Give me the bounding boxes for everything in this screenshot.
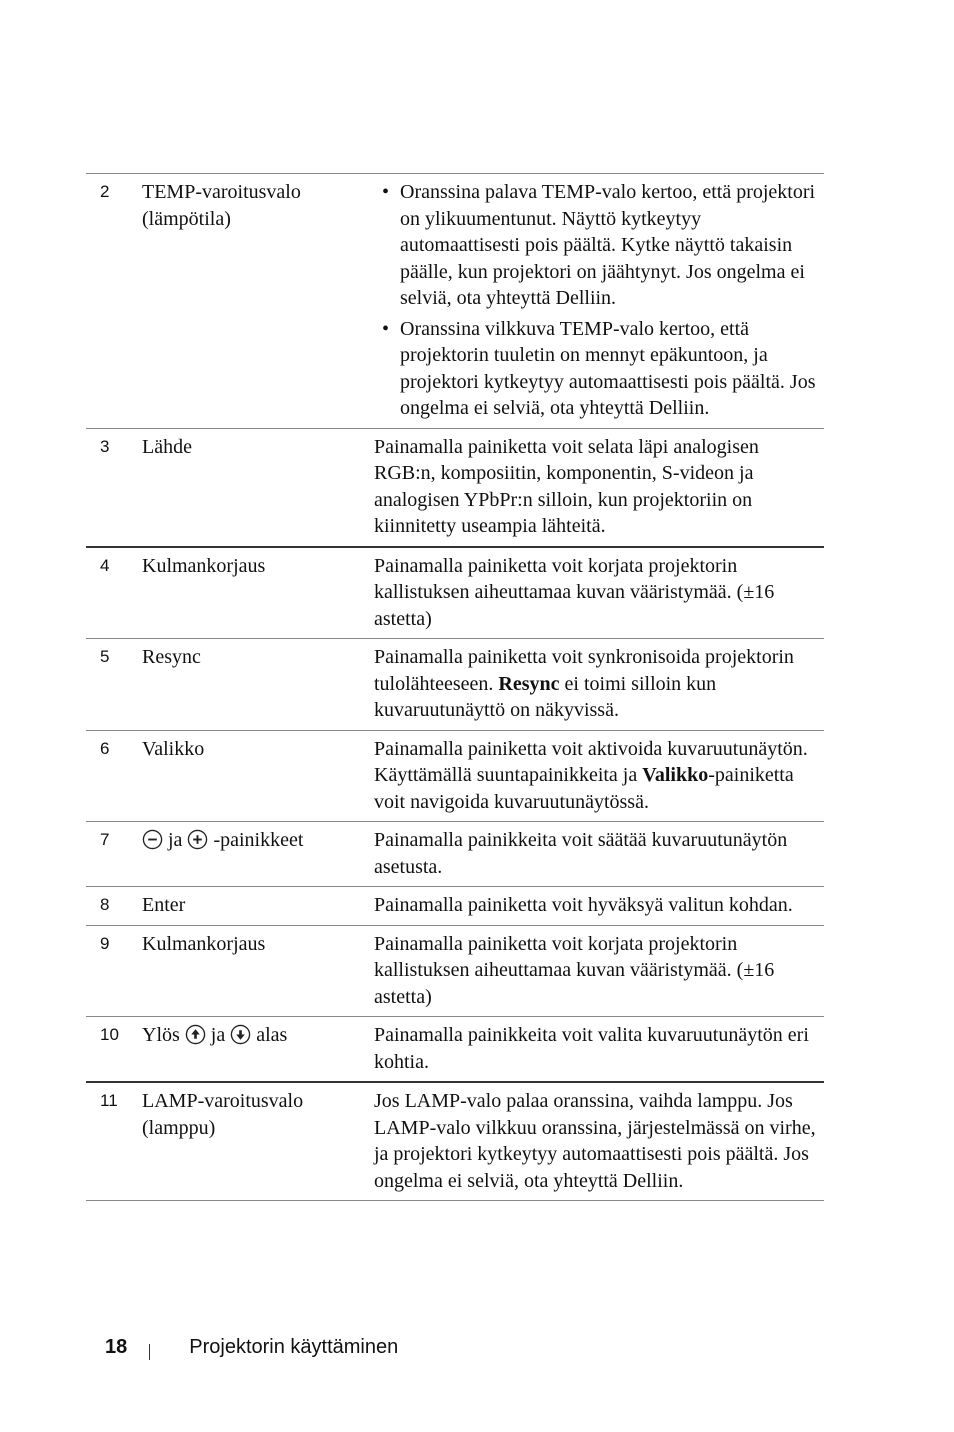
down-arrow-circle-icon <box>230 1024 251 1045</box>
table-row <box>86 1083 824 1201</box>
row-number: 6 <box>100 738 110 758</box>
table-row <box>86 429 824 548</box>
table-row <box>86 887 824 926</box>
item-name-text: ja <box>205 1024 231 1046</box>
item-name-text: Ylös <box>142 1024 185 1046</box>
bullet-item <box>374 316 820 422</box>
item-name: Kulmankorjaus <box>142 554 266 577</box>
bold-term: Valikko <box>642 764 709 786</box>
item-description <box>374 644 824 724</box>
table-row <box>86 822 824 887</box>
bullet-item <box>374 179 820 312</box>
item-name-line: (lämpötila) <box>142 207 231 230</box>
item-name <box>142 1088 374 1194</box>
item-name-line: LAMP-varoitusvalo <box>142 1090 304 1112</box>
row-number: 5 <box>100 647 110 666</box>
bullet-marker: • <box>382 181 390 203</box>
row-number: 7 <box>100 830 110 849</box>
item-name-text: ja <box>163 829 188 851</box>
bullet-marker: • <box>382 317 390 340</box>
item-name-text: -painikkeet <box>208 829 304 851</box>
row-number: 4 <box>100 555 110 575</box>
item-name-text: alas <box>251 1024 288 1046</box>
item-name: Resync <box>142 646 201 668</box>
table-row <box>86 926 824 1018</box>
item-description: Painamalla painikkeita voit valita kuvaruutunäytön eri kohtia. <box>374 1024 809 1073</box>
item-name-line: (lamppu) <box>142 1116 216 1139</box>
row-number: 10 <box>100 1025 119 1044</box>
description-text: -painiketta voit navigoida kuvaruutunäytössä. <box>374 764 794 813</box>
item-name <box>142 827 374 880</box>
description-text: Painamalla painiketta voit aktivoida kuvaruutunäytön. Käyttämällä suuntapainikkeita ja <box>374 737 808 786</box>
item-description: Painamalla painiketta voit selata läpi analogisen RGB:n, komposiitin, komponentin, S-videon ja analogisen YPbPr:n silloin, kun projektoriin on kiinnitetty useampia lähteitä. <box>374 435 759 537</box>
item-name: Valikko <box>142 737 205 760</box>
row-number: 8 <box>100 895 110 914</box>
item-name-line: TEMP-varoitusvalo <box>142 181 301 203</box>
table-row <box>86 731 824 823</box>
item-description: Painamalla painiketta voit korjata projektorin kallistuksen aiheuttamaa kuvan vääristymää. (±16 astetta) <box>374 932 775 1008</box>
item-description: Jos LAMP-valo palaa oranssina, vaihda lamppu. Jos LAMP-valo vilkkuu oranssina, järjestelmässä on virhe, ja projektori kytkeytyy automaattisesti pois päältä. Jos ongelma ei selviä, ota yhteyttä Delliin. <box>374 1090 816 1192</box>
item-description <box>374 179 824 422</box>
row-number: 9 <box>100 933 110 953</box>
item-name: Lähde <box>142 435 192 458</box>
item-name <box>142 179 374 422</box>
bullet-text: Oranssina vilkkuva TEMP-valo kertoo, että projektorin tuuletin on mennyt epäkuntoon, ja projektori kytkeytyy automaattisesti pois päältä. Jos ongelma ei selviä, ota yhteyttä Delliin. <box>400 317 816 419</box>
table-row <box>86 548 824 640</box>
row-number: 3 <box>100 436 110 456</box>
item-name <box>142 1022 374 1075</box>
page-number: 18 <box>105 1336 128 1358</box>
bullet-text: Oranssina palava TEMP-valo kertoo, että projektori on ylikuumentunut. Näyttö kytkeytyy automaattisesti pois päältä. Kytke näyttö takaisin päälle, kun projektori on jäähtynyt. Jos ongelma ei selviä, ota yhteyttä Delliin. <box>400 181 816 309</box>
row-number: 2 <box>100 182 110 201</box>
button-description-table <box>86 173 824 1201</box>
item-description <box>374 736 824 816</box>
item-description: Painamalla painikkeita voit säätää kuvaruutunäytön asetusta. <box>374 829 788 878</box>
item-name: Enter <box>142 894 186 916</box>
minus-circle-icon <box>142 829 163 850</box>
bold-term: Resync <box>498 672 560 695</box>
item-description: Painamalla painiketta voit korjata projektorin kallistuksen aiheuttamaa kuvan vääristymää. (±16 astetta) <box>374 554 775 630</box>
table-row <box>86 174 824 429</box>
footer-divider <box>149 1344 150 1360</box>
table-row <box>86 1017 824 1083</box>
plus-circle-icon <box>187 829 208 850</box>
page-footer <box>105 1336 398 1359</box>
up-arrow-circle-icon <box>185 1024 206 1045</box>
item-description: Painamalla painiketta voit hyväksyä valitun kohdan. <box>374 894 793 916</box>
chapter-title: Projektorin käyttäminen <box>189 1336 399 1358</box>
description-text: ei toimi silloin kun kuvaruutunäyttö on näkyvissä. <box>374 672 717 721</box>
row-number: 11 <box>100 1091 118 1110</box>
item-name: Kulmankorjaus <box>142 932 266 955</box>
table-row <box>86 639 824 731</box>
bullet-list <box>374 179 820 422</box>
description-text: Painamalla painiketta voit synkronisoida projektorin tulolähteeseen. <box>374 646 794 695</box>
